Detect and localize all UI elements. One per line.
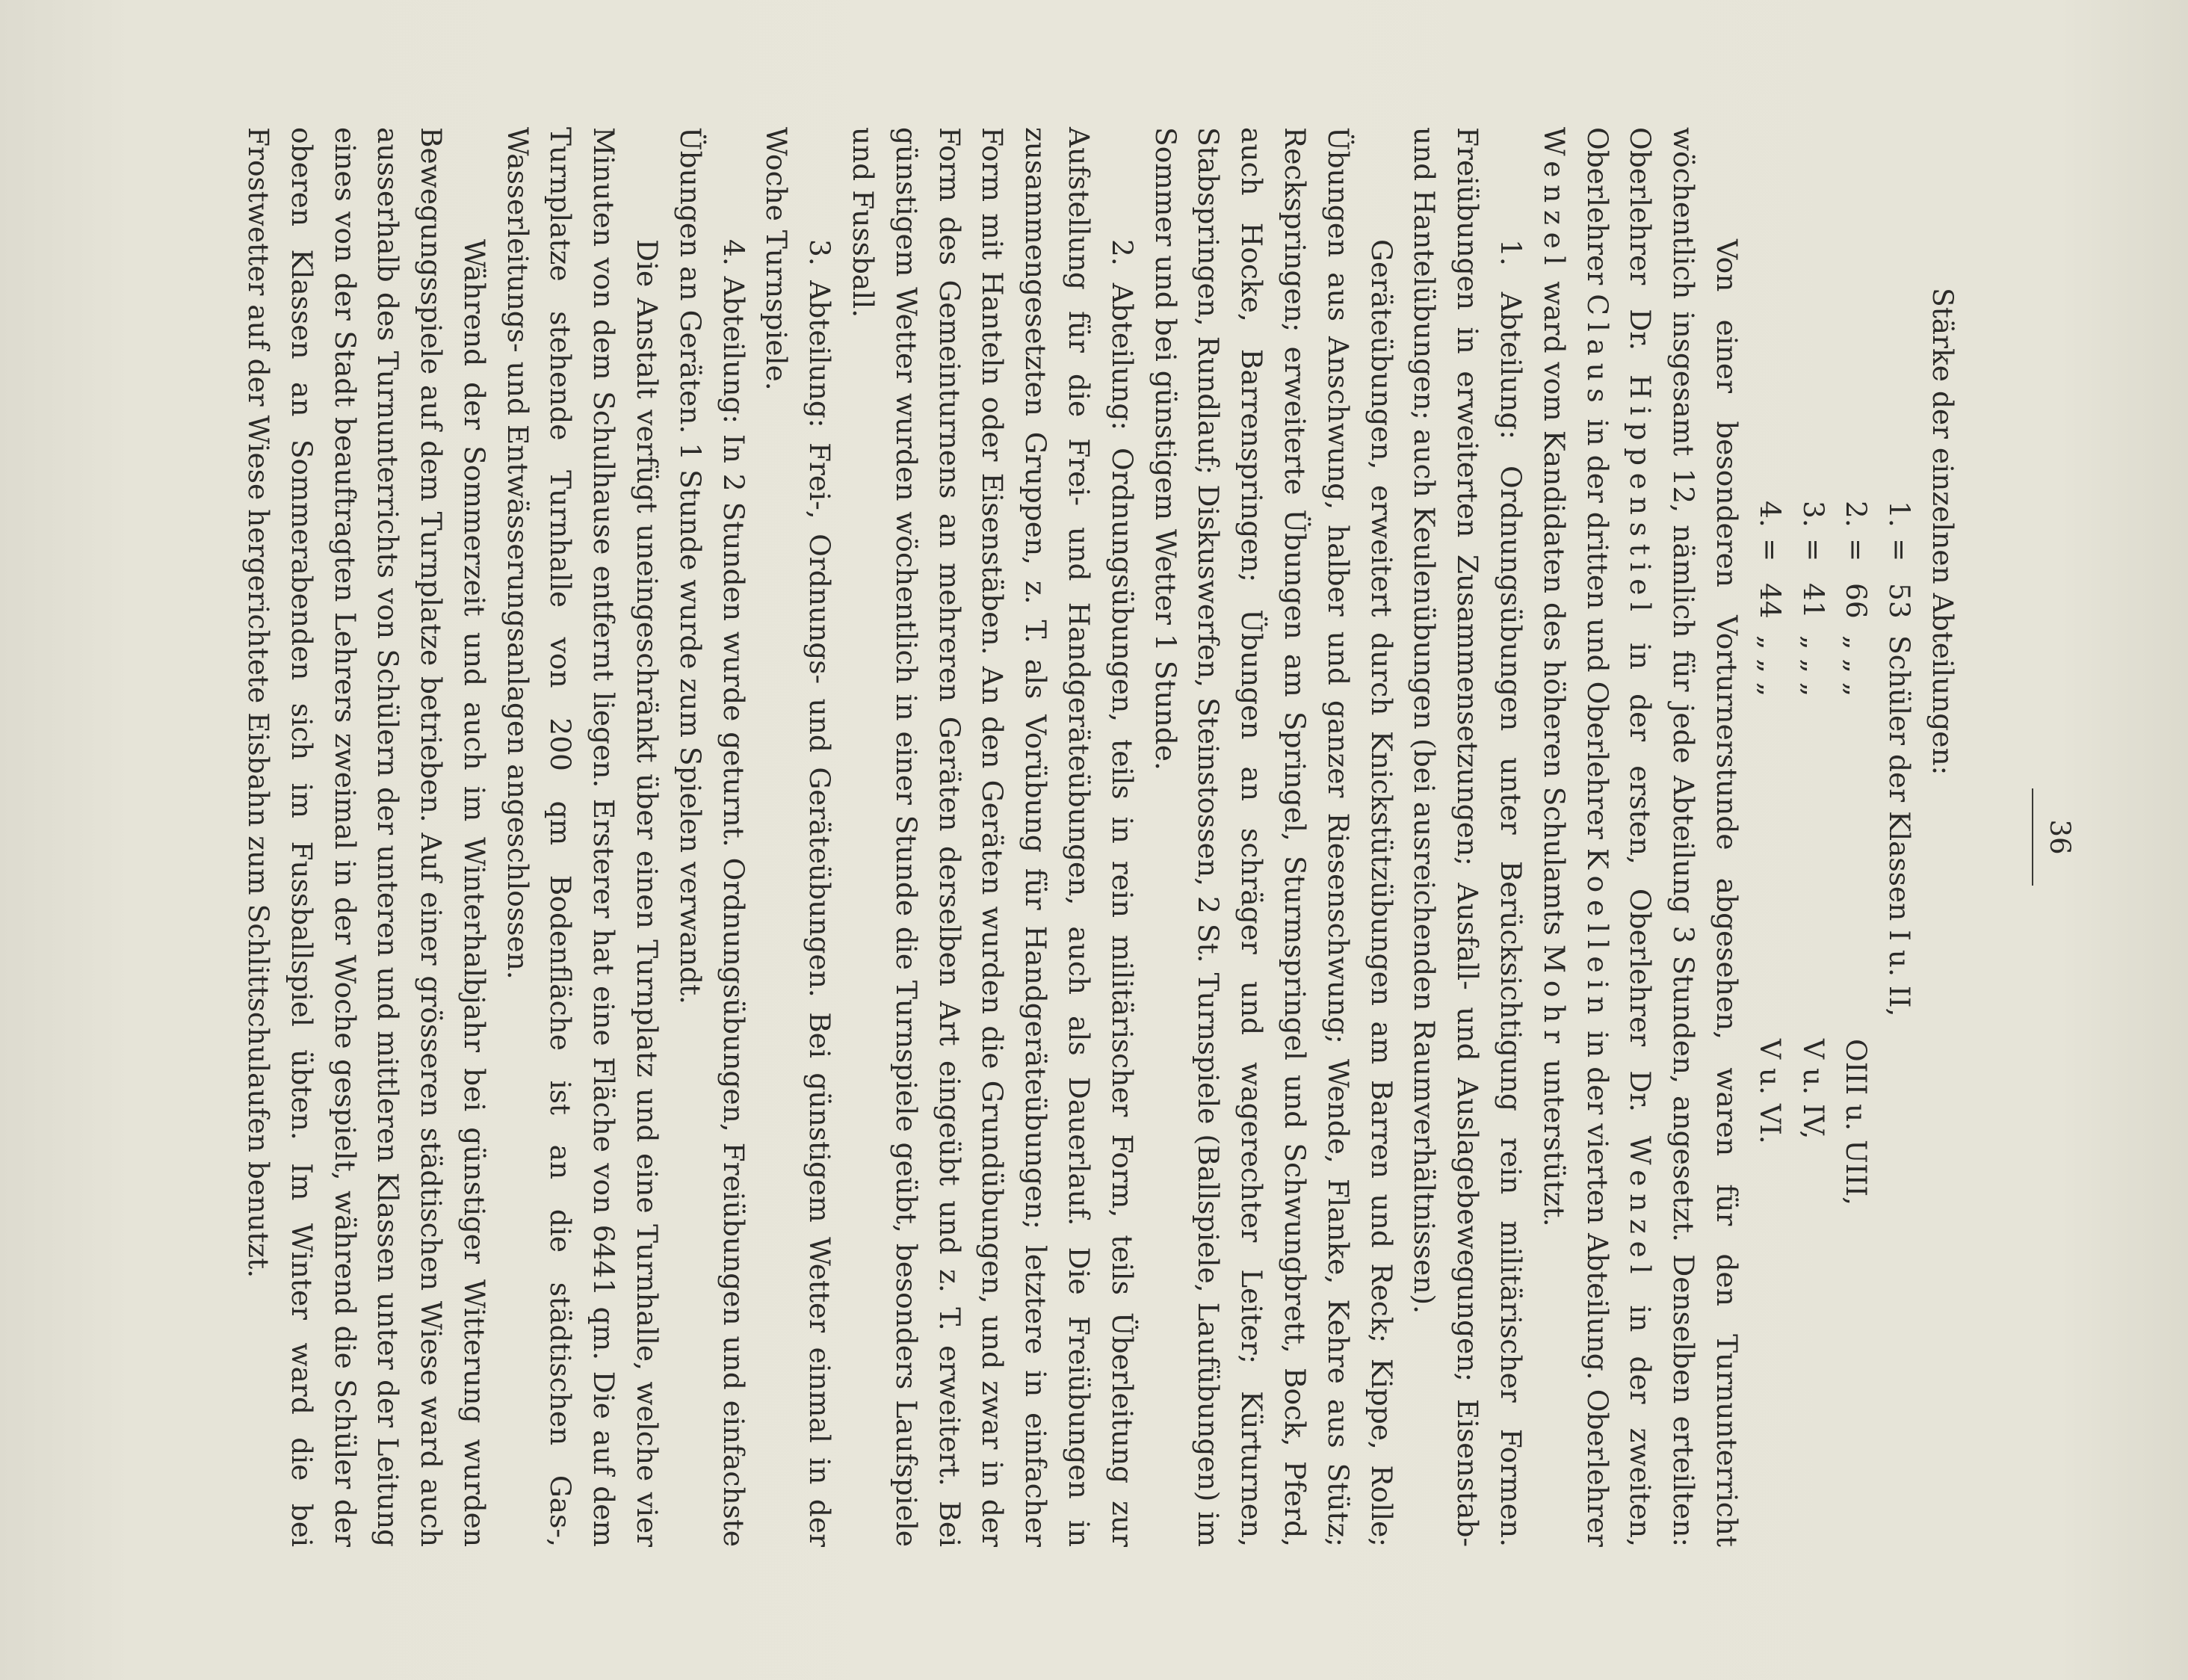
row-equals: = (1840, 538, 1873, 562)
paragraph-abteilung-4: 4. Abteilung: In 2 Stunden wurde geturnt. Ordnungsübungen, Freiübungen und einfachste Übungen an Geräten. 1 Stunde wurde zum Spielen verwandt. (673, 127, 750, 1547)
text-run: in der vierten Abteilung. Oberlehrer (1580, 1022, 1614, 1547)
teacher-name: Mohr (1537, 944, 1571, 1051)
teacher-name: Koellein (1580, 847, 1614, 1022)
row-equals: = (1796, 538, 1830, 562)
page-header (2032, 127, 2076, 1547)
paragraph-sommerzeit: Während der Sommerzeit und auch im Winterhalbjahr bei günstiger Witterung wurden Bewegungsspiele auf dem Turnplatze betrieben. Auf einer grösseren städtischen Wiese ward auch ausserhalb des Turnunterrichts von Schülern der unteren und mittleren Klassen unter der Leitung eines von der Stadt beauftragten Lehrers zweimal in der Woche gespielt, während die Schüler der oberen Klassen an Sommerabenden sich im Fussballspiel übten. Im Winter ward die bei Frostwetter auf der Wiese hergerichtete Eisbahn zum Schlittschulaufen benutzt. (241, 127, 491, 1547)
paragraph-teachers (1532, 127, 1748, 1547)
row-ditto-marks: „ „ „ (1753, 635, 1787, 697)
row-equals: = (1883, 538, 1917, 562)
class-strength-row (1748, 127, 1791, 1547)
row-ditto-marks: „ „ „ (1840, 635, 1873, 697)
row-number: 2. (1840, 501, 1873, 528)
paragraph-anstalt: Die Anstalt verfügt uneingeschränkt über einen Turnplatz und eine Turnhalle, welche vier Minuten von dem Schulhause entfernt liegen. Ersterer hat eine Fläche von 6441 qm. Die auf dem Turnplatze stehende Turnhalle von 200 qm Bodenfläche ist an die städtischen Gas-, Wasserleitungs- und Entwässerungsanlagen angeschlossen. (501, 127, 664, 1547)
text-block (236, 127, 1964, 1547)
class-strength-list (1748, 127, 1920, 1547)
paragraph-abteilung-1: 1. Abteilung: Ordnungsübungen unter Berücksichtigung rein militärischer Formen. Freiübungen in erweiterten Zusammensetzungen; Ausfall- und Auslagebewegungen; Eisenstab- und Hantelübungen; auch Keulenübungen (bei ausreichenden Raumverhältnissen). (1408, 127, 1528, 1547)
page-number: 36 (2044, 819, 2076, 855)
row-classes: V u. VI. (1753, 1039, 1787, 1144)
text-run: unterstützt. (1537, 1050, 1571, 1227)
row-classes: OIII u. UIII, (1840, 1039, 1873, 1206)
row-count: 66 (1840, 583, 1873, 619)
text-run: in der ersten, Oberlehrer Dr. (1624, 618, 1657, 1137)
row-number: 4. (1753, 501, 1787, 528)
text-run: ward vom Kandidaten des höheren Schulamts (1537, 272, 1571, 945)
class-strength-row (1877, 127, 1920, 1547)
teacher-name: Claus (1580, 294, 1614, 410)
text-run: Von einer besonderen Vorturnerstunde abgesehen, waren für den Turnunterricht wöchentlich insgesamt 12, nämlich für jede Abteilung 3 Stunden, angesetzt. Denselben erteilten: Oberlehrer Dr. (1624, 127, 1744, 1547)
text-run: in der dritten und Oberlehrer (1580, 410, 1614, 848)
paragraph-abteilung-2: 2. Abteilung: Ordnungsübungen, teils in rein militärischer Form, teils Überleitung zur Aufstellung für die Frei- und Handgeräteübungen, auch als Dauerlauf. Die Freiübungen in zusammengesetzten Gruppen, z. T. als Vorübung für Handgeräteübungen; letztere in einfacher Form mit Hanteln oder Eisenstäben. An den Geräten wurden die Grundübungen, und zwar in der Form des Gemeinturnens an mehreren Geräten derselben Art eingeübt und z. T. erweitert. Bei günstigem Wetter wurden wöchentlich in einer Stunde die Turnspiele geübt, besonders Laufspiele und Fussball. (847, 127, 1139, 1547)
paragraph-abteilung-3: 3. Abteilung: Frei-, Ordnungs- und Geräteübungen. Bei günstigem Wetter einmal in der Woche Turnspiele. (760, 127, 837, 1547)
paragraph-geraeteuebungen: Geräteübungen, erweitert durch Knickstützübungen am Barren und Reck; Kippe, Rolle; Übungen aus Anschwung, halber und ganzer Riesenschwung; Wende, Flanke, Kehre aus Stütz; Reckspringen; erweiterte Übungen am Springel, Sturmspringel und Schwungbrett, Bock, Pferd, auch Hocke, Barrenspringen; Übungen an schräger und wagerechter Leiter; Kürturnen, Stabspringen, Rundlauf; Diskuswerfen, Steinstossen, 2 St. Turnspiele (Ballspiele, Laufübungen) im Sommer und bei günstigem Wetter 1 Stunde. (1149, 127, 1398, 1547)
row-number: 3. (1796, 501, 1830, 528)
row-classes: V u. IV, (1796, 1039, 1830, 1140)
row-count: 53 (1883, 583, 1917, 619)
teacher-name: Hippenstiel (1624, 374, 1657, 619)
row-count: 44 (1753, 583, 1787, 619)
row-description: Schüler der Klassen I u. II, (1883, 635, 1917, 1017)
teacher-name: Wenzel (1624, 1136, 1657, 1282)
header-rule (2032, 788, 2033, 886)
row-ditto-marks: „ „ „ (1796, 635, 1830, 697)
class-strength-row (1791, 127, 1835, 1547)
text-run: in der zweiten, Oberlehrer (1580, 127, 1657, 1547)
teacher-name: Wenzel (1537, 127, 1571, 273)
row-count: 41 (1796, 583, 1830, 619)
row-number: 1. (1883, 501, 1917, 528)
row-equals: = (1753, 538, 1787, 562)
section-heading: Stärke der einzelnen Abteilungen: (1926, 288, 1959, 776)
class-strength-row (1835, 127, 1878, 1547)
